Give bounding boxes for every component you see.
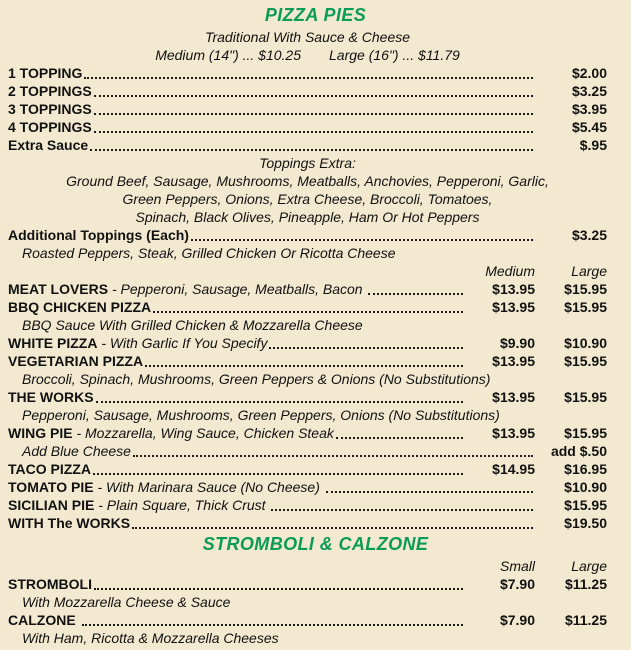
column-header-right: Large bbox=[571, 263, 607, 279]
price: $2.00 bbox=[571, 65, 607, 81]
item-name: 4 TOPPINGS bbox=[8, 119, 92, 135]
item-desc: - With Marinara Sauce (No Cheese) bbox=[93, 479, 324, 495]
dotted-leader bbox=[269, 347, 463, 349]
item-description: With Mozzarella Cheese & Sauce bbox=[22, 594, 231, 610]
menu-item-row bbox=[8, 64, 607, 82]
menu-item-row bbox=[8, 460, 607, 478]
price-large: $15.95 bbox=[564, 389, 607, 405]
dotted-leader bbox=[132, 527, 533, 529]
menu-item-row bbox=[8, 118, 607, 136]
item-name: BBQ CHICKEN PIZZA bbox=[8, 299, 152, 315]
price: $3.25 bbox=[571, 227, 607, 243]
price: $5.45 bbox=[571, 119, 607, 135]
section-lines-stromboli-calzone bbox=[0, 557, 631, 647]
dotted-leader bbox=[94, 131, 533, 133]
item-name: STROMBOLI bbox=[8, 576, 92, 592]
dotted-leader bbox=[133, 455, 533, 457]
column-header-right: Large bbox=[571, 558, 607, 574]
column-header-left: Small bbox=[499, 558, 535, 574]
menu-item-row bbox=[8, 478, 607, 496]
menu-item-row bbox=[8, 280, 607, 298]
price-large: $10.90 bbox=[564, 335, 607, 351]
price-medium: $13.95 bbox=[492, 299, 535, 315]
item-name: CALZONE bbox=[8, 612, 80, 628]
center-text: Green Peppers, Onions, Extra Cheese, Broccoli, Tomatoes, bbox=[122, 191, 493, 207]
size-prices bbox=[8, 46, 607, 64]
item-description: Pepperoni, Sausage, Mushrooms, Green Peppers, Onions (No Substitutions) bbox=[22, 407, 500, 423]
section-pizza-pies bbox=[0, 5, 631, 532]
center-text: Ground Beef, Sausage, Mushrooms, Meatballs, Anchovies, Pepperoni, Garlic, bbox=[66, 173, 549, 189]
item-desc: - Plain Square, Thick Crust bbox=[94, 497, 270, 513]
menu-item-row bbox=[8, 352, 607, 370]
column-headers bbox=[8, 557, 607, 575]
section-title-pizza-pies: PIZZA PIES bbox=[264, 5, 367, 25]
item-name: Additional Toppings (Each) bbox=[8, 227, 189, 243]
price-medium: $9.90 bbox=[499, 335, 535, 351]
menu-item-row bbox=[8, 424, 607, 442]
item-desc: - Pepperoni, Sausage, Meatballs, Bacon bbox=[108, 281, 367, 297]
item-name: THE WORKS bbox=[8, 389, 94, 405]
price: $19.50 bbox=[564, 515, 607, 531]
price-large: $15.95 bbox=[564, 299, 607, 315]
price-large: $15.95 bbox=[564, 353, 607, 369]
price-large: $11.25 bbox=[564, 576, 607, 592]
item-desc: - Mozzarella, Wing Sauce, Chicken Steak bbox=[72, 425, 334, 441]
item-description: With Ham, Ricotta & Mozzarella Cheeses bbox=[22, 630, 279, 646]
dotted-leader bbox=[94, 588, 463, 590]
subitem-price: add $.50 bbox=[550, 443, 607, 459]
price-medium: $13.95 bbox=[492, 425, 535, 441]
dotted-leader bbox=[153, 311, 463, 313]
dotted-leader bbox=[82, 624, 463, 626]
menu-subitem-row bbox=[8, 442, 607, 460]
menu-item-row bbox=[8, 334, 607, 352]
size-large: Large (16") ... $11.79 bbox=[329, 47, 460, 63]
price: $.95 bbox=[579, 137, 607, 153]
subitem-name: Add Blue Cheese bbox=[22, 443, 131, 459]
price-large: $15.95 bbox=[564, 425, 607, 441]
price-medium: $13.95 bbox=[492, 281, 535, 297]
item-name: MEAT LOVERS bbox=[8, 281, 109, 297]
menu-item-row bbox=[8, 136, 607, 154]
item-name: 3 TOPPINGS bbox=[8, 101, 92, 117]
item-name: WHITE PIZZA bbox=[8, 335, 98, 351]
dotted-leader bbox=[96, 401, 463, 403]
section-stromboli-calzone bbox=[0, 534, 631, 647]
item-name: VEGETARIAN PIZZA bbox=[8, 353, 144, 369]
dotted-leader bbox=[93, 473, 463, 475]
menu-item-row bbox=[8, 611, 607, 629]
dotted-leader bbox=[145, 365, 463, 367]
section-title-stromboli-calzone: STROMBOLI & CALZONE bbox=[202, 534, 429, 554]
center-text: Spinach, Black Olives, Pineapple, Ham Or Hot Peppers bbox=[135, 209, 480, 225]
dotted-leader bbox=[191, 239, 533, 241]
menu-item-row bbox=[8, 496, 607, 514]
center-text: Toppings Extra: bbox=[259, 155, 356, 171]
price-large: $11.25 bbox=[564, 612, 607, 628]
price-medium: $7.90 bbox=[499, 576, 535, 592]
dotted-leader bbox=[368, 293, 463, 295]
item-desc: - With Garlic If You Specify bbox=[97, 335, 268, 351]
price-medium: $13.95 bbox=[492, 389, 535, 405]
price: $10.90 bbox=[564, 479, 607, 495]
dotted-leader bbox=[94, 95, 533, 97]
section-lines-pizza-pies bbox=[0, 28, 631, 532]
column-headers bbox=[8, 262, 607, 280]
price: $3.25 bbox=[571, 83, 607, 99]
menu-item-row bbox=[8, 514, 607, 532]
menu-item-row bbox=[8, 100, 607, 118]
price: $15.95 bbox=[564, 497, 607, 513]
item-name: 1 TOPPING bbox=[8, 65, 83, 81]
price-medium: $13.95 bbox=[492, 353, 535, 369]
item-name: TOMATO PIE bbox=[8, 479, 94, 495]
item-name: WITH The WORKS bbox=[8, 515, 131, 531]
item-description: Broccoli, Spinach, Mushrooms, Green Peppers & Onions (No Substitutions) bbox=[22, 371, 491, 387]
column-header-left: Medium bbox=[485, 263, 535, 279]
item-description: BBQ Sauce With Grilled Chicken & Mozzarella Cheese bbox=[22, 317, 363, 333]
price: $3.95 bbox=[571, 101, 607, 117]
menu-item-row bbox=[8, 388, 607, 406]
dotted-leader bbox=[326, 491, 533, 493]
menu-item-row bbox=[8, 226, 607, 244]
size-medium: Medium (14") ... $10.25 bbox=[155, 47, 302, 63]
item-name: Extra Sauce bbox=[8, 137, 89, 153]
item-name: WING PIE bbox=[8, 425, 73, 441]
dotted-leader bbox=[271, 509, 533, 511]
dotted-leader bbox=[84, 77, 533, 79]
price-large: $16.95 bbox=[564, 461, 607, 477]
menu-item-row bbox=[8, 575, 607, 593]
price-large: $15.95 bbox=[564, 281, 607, 297]
item-name: 2 TOPPINGS bbox=[8, 83, 92, 99]
item-name: SICILIAN PIE bbox=[8, 497, 95, 513]
price-medium: $14.95 bbox=[492, 461, 535, 477]
menu-item-row bbox=[8, 298, 607, 316]
menu-item-row bbox=[8, 82, 607, 100]
item-name: TACO PIZZA bbox=[8, 461, 91, 477]
dotted-leader bbox=[90, 149, 533, 151]
item-description: Roasted Peppers, Steak, Grilled Chicken Or Ricotta Cheese bbox=[22, 245, 396, 261]
price-medium: $7.90 bbox=[499, 612, 535, 628]
center-text: Traditional With Sauce & Cheese bbox=[204, 29, 411, 45]
dotted-leader bbox=[94, 113, 533, 115]
dotted-leader bbox=[336, 437, 463, 439]
